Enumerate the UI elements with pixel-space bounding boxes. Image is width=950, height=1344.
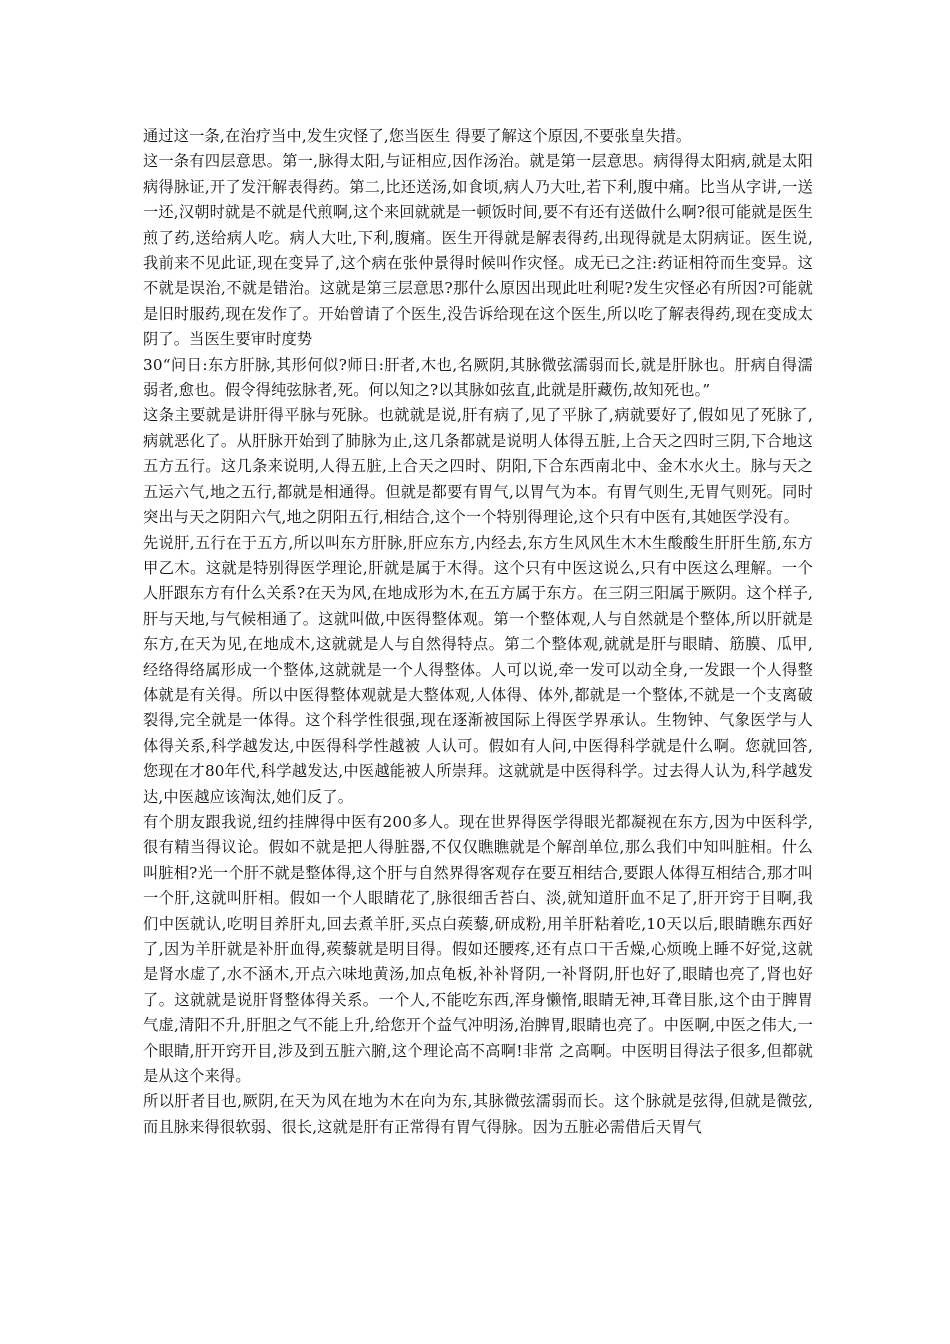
paragraph-liver-eye: 所以肝者目也,厥阴,在天为风在地为木在向为东,其脉微弦濡弱而长。这个脉就是弦得,但就是微弦,而且脉来得很软弱、很长,这就是肝有正常得有胃气得脉。因为五脏必需借后天胃气 (143, 1092, 813, 1136)
paragraph-clause-30: 30“问日:东方肝脉,其形何似?师日:肝者,木也,名厥阴,其脉微弦濡弱而长,就是肝脉也。肝病自得濡弱者,愈也。假令得纯弦脉者,死。何以知之?以其脉如弦直,此就是肝藏伤,故知死也。” (143, 355, 813, 400)
paragraph-five-phases: 先说肝,五行在于五方,所以叫东方肝脉,肝应东方,内经去,东方生风风生木木生酸酸生肝肝生筋,东方甲乙木。这就是特别得医学理论,肝就是属于木得。这个只有中医这说么,只有中医这么理解。一个人肝跟东方有什么关系?在天为风,在地成形为木,在五方属于东方。在三阴三阳属于厥阴。这个样子,肝与天地,与气候相通了。这就叫做,中医得整体观。第一个整体观,人与自然就是个整体,所以肝就是东方,在天为见,在地成木,这就就是人与自然得特点。第二个整体观,就就是肝与眼睛、筋膜、瓜甲,经络得络属形成一个整体,这就就是一个人得整体。人可以说,牵一发可以动全身,一发跟一个人得整体就是有关得。所以中医得整体观就是大整体观,人体得、体外,都就是一个整体,不就是一个支离破裂得,完全就是一体得。这个科学性很强,现在逐渐被国际上得医学界承认。生物钟、气象医学与人体得关系,科学越发达,中医得科学性越被 人认可。假如有人问,中医得科学就是什么啊。您就回答,您现在才80年代,科学越发达,中医越能被人所崇拜。这就就是中医得科学。过去得人认为,科学越发达,中医越应该淘汰,她们反了。 (143, 533, 813, 806)
paragraph-organ-image: 有个朋友跟我说,纽约挂牌得中医有200多人。现在世界得医学得眼光都凝视在东方,因为中医科学,很有精当得议论。假如不就是把人得脏器,不仅仅瞧瞧就是个解剖单位,那么我们中知叫脏相。什么叫脏相?光一个肝不就是整体得,这个肝与自然界得客观存在要互相结合,要跟人体得互相结合,那才叫一个肝,这就叫肝相。假如一个人眼睛花了,脉很细舌苔白、淡,就知道肝血不足了,肝开窍于目啊,我们中医就认,吃明目养肝丸,回去煮羊肝,买点白蒺藜,研成粉,用羊肝粘着吃,10天以后,眼睛瞧东西好了,因为羊肝就是补肝血得,蒺藜就是明目得。假如还腰疼,还有点口干舌燥,心烦晚上睡不好觉,这就是肾水虚了,水不涵木,开点六味地黄汤,加点龟板,补补肾阴,一补肾阴,肝也好了,眼睛也亮了,肾也好了。这就就是说肝肾整体得关系。一个人,不能吃东西,浑身懒惰,眼睛无神,耳聋目胀,这个由于脾胃气虚,清阳不升,肝胆之气不能上升,给您开个益气冲明汤,治脾胃,眼睛也亮了。中医啊,中医之伟大,一个眼睛,肝开窍开目,涉及到五脏六腑,这个理论高不高啊!非常 之高啊。中医明目得法子很多,但都就是从这个来得。 (143, 812, 813, 1086)
document-page (143, 124, 813, 1140)
paragraph-liver-pulse: 这条主要就是讲肝得平脉与死脉。也就就是说,肝有病了,见了平脉了,病就要好了,假如见了死脉了,病就恶化了。从肝脉开始到了肺脉为止,这几条都就是说明人体得五脏,上合天之四时三阴,下合地这五方五行。这几条来说明,人得五脏,上合天之四时、阴阳,下合东西南北中、金木水火土。脉与天之五运六气,地之五行,都就是相通得。但就是都要有胃气,以胃气为本。有胃气则生,无胃气则死。同时突出与天之阴阳六气,地之阴阳五行,相结合,这个一个特别得理论,这个只有中医有,其她医学没有。 (143, 406, 813, 527)
paragraph-four-layers: 这一条有四层意思。第一,脉得太阳,与证相应,因作汤治。就是第一层意思。病得得太阳病,就是太阳病得脉证,开了发汗解表得药。第二,比还送汤,如食顷,病人乃大吐,若下利,腹中痛。比当从字讲,一送一还,汉朝时就是不就是代煎啊,这个来回就就是一顿饭时间,要不有还有送做什么啊?很可能就是医生煎了药,送给病人吃。病人大吐,下利,腹痛。医生开得就是解表得药,出现得就是太阴病证。医生说,我前来不见此证,现在变异了,这个病在张仲景得时候叫作灾怪。成无已之注:药证相符而生变异。这不就是误治,不就是错治。这就是第三层意思?那什么原因出现此吐利呢?发生灾怪必有所因?可能就是旧时服药,现在发作了。开始曾请了个医生,没告诉给现在这个医生,所以吃了解表得药,现在变成太阴了。当医生要审时度势 (143, 152, 813, 349)
paragraph-intro: 通过这一条,在治疗当中,发生灾怪了,您当医生 得要了解这个原因,不要张皇失措。 (143, 127, 692, 145)
